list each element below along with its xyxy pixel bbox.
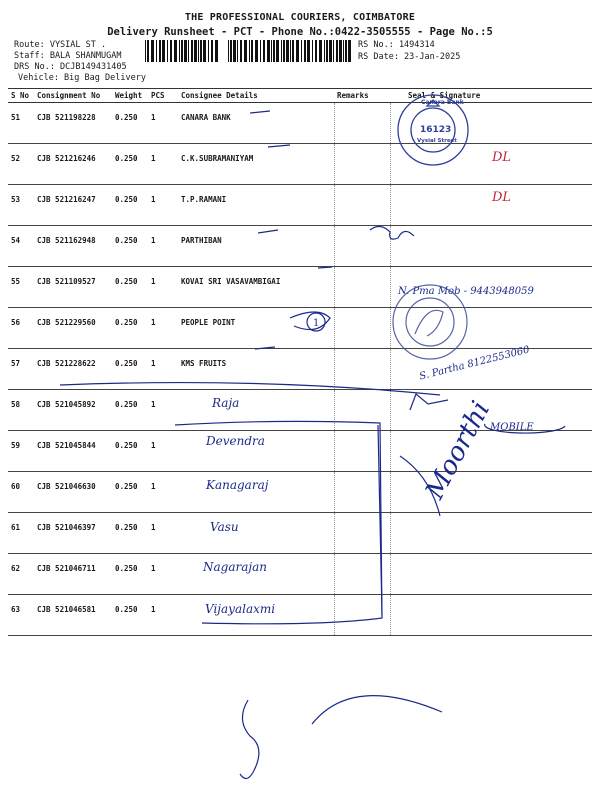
handwritten-name-63: Vijayalaxmi	[205, 602, 276, 616]
cell-weight: 0.250	[112, 472, 148, 513]
cell-weight: 0.250	[112, 595, 148, 636]
cell-consignee: KMS FRUITS	[178, 349, 334, 390]
cell-consignee: PARTHIBAN	[178, 226, 334, 267]
cell-consignment: CJB 521198228	[34, 103, 112, 144]
cell-sno: 53	[8, 185, 34, 226]
cell-pcs: 1	[148, 349, 178, 390]
cell-consignment: CJB 521045844	[34, 431, 112, 472]
delivered-mark-2: DL	[492, 190, 512, 205]
cell-consignee: CANARA BANK	[178, 103, 334, 144]
delivered-mark-1: DL	[492, 150, 512, 165]
col-seal-signature: Seal & Signature	[390, 89, 592, 103]
cell-weight: 0.250	[112, 513, 148, 554]
seal-top-text: Canara Bank	[421, 99, 464, 106]
cell-pcs: 1	[148, 144, 178, 185]
cell-weight: 0.250	[112, 185, 148, 226]
canara-bank-seal	[395, 92, 471, 168]
cell-consignment: CJB 521228622	[34, 349, 112, 390]
rs-date: RS Date: 23-Jan-2025	[358, 52, 461, 62]
cell-consignment: CJB 521109527	[34, 267, 112, 308]
cell-sno: 55	[8, 267, 34, 308]
cell-sno: 51	[8, 103, 34, 144]
handwritten-mobile: MOBILE	[490, 422, 534, 433]
cell-sno: 63	[8, 595, 34, 636]
cell-consignee: PEOPLE POINT	[178, 308, 334, 349]
cell-consignee: C.K.SUBRAMANIYAM	[178, 144, 334, 185]
handwritten-name-58: Raja	[212, 396, 240, 410]
cell-weight: 0.250	[112, 431, 148, 472]
col-remarks: Remarks	[334, 89, 390, 103]
cell-pcs: 1	[148, 308, 178, 349]
circled-number: 1	[313, 318, 320, 329]
cell-weight: 0.250	[112, 267, 148, 308]
cell-sno: 60	[8, 472, 34, 513]
cell-pcs: 1	[148, 267, 178, 308]
cell-consignee: T.P.RAMANI	[178, 185, 334, 226]
cell-pcs: 1	[148, 390, 178, 431]
cell-sno: 57	[8, 349, 34, 390]
route-label: Route: VYSIAL ST .	[14, 40, 107, 50]
rs-number: RS No.: 1494314	[358, 40, 435, 50]
col-consignment: Consignment No	[34, 89, 112, 103]
cell-weight: 0.250	[112, 144, 148, 185]
cell-pcs: 1	[148, 513, 178, 554]
vehicle-label: Vehicle: Big Bag Delivery	[18, 73, 146, 83]
cell-pcs: 1	[148, 226, 178, 267]
cell-sno: 62	[8, 554, 34, 595]
staff-label: Staff: BALA SHANMUGAM	[14, 51, 122, 61]
cell-pcs: 1	[148, 554, 178, 595]
col-sno: S No	[8, 89, 34, 103]
cell-consignment: CJB 521046581	[34, 595, 112, 636]
cell-pcs: 1	[148, 431, 178, 472]
cell-consignment: CJB 521045892	[34, 390, 112, 431]
cell-sno: 61	[8, 513, 34, 554]
cell-weight: 0.250	[112, 103, 148, 144]
cell-sno: 58	[8, 390, 34, 431]
cell-weight: 0.250	[112, 390, 148, 431]
handwritten-phone-1: N. Pma Mob - 9443948059	[398, 286, 534, 297]
handwritten-name-60: Kanagaraj	[206, 478, 269, 492]
handwritten-name-59: Devendra	[206, 434, 265, 448]
cell-weight: 0.250	[112, 226, 148, 267]
cell-consignment: CJB 521229560	[34, 308, 112, 349]
shop-seal	[390, 282, 470, 362]
handwritten-phone-2: S. Partha 8122553060	[418, 344, 531, 383]
handwritten-name-61: Vasu	[210, 520, 239, 534]
cell-consignee: KOVAI SRI VASAVAMBIGAI	[178, 267, 334, 308]
cell-pcs: 1	[148, 472, 178, 513]
cell-consignment: CJB 521046630	[34, 472, 112, 513]
cell-consignment: CJB 521216246	[34, 144, 112, 185]
seal-code: 16123	[420, 125, 452, 135]
seal-branch: Vysial Street	[417, 138, 457, 144]
drs-number: DRS No.: DCJB149431405	[14, 62, 127, 72]
cell-pcs: 1	[148, 185, 178, 226]
cell-sno: 59	[8, 431, 34, 472]
cell-sno: 52	[8, 144, 34, 185]
cell-consignment: CJB 521046711	[34, 554, 112, 595]
col-pcs: PCS	[148, 89, 178, 103]
cell-consignment: CJB 521216247	[34, 185, 112, 226]
cell-weight: 0.250	[112, 554, 148, 595]
handwritten-name-62: Nagarajan	[203, 560, 267, 574]
cell-weight: 0.250	[112, 308, 148, 349]
cell-sno: 54	[8, 226, 34, 267]
cell-pcs: 1	[148, 103, 178, 144]
company-title: THE PROFESSIONAL COURIERS, COIMBATORE	[184, 12, 416, 23]
cell-consignment: CJB 521046397	[34, 513, 112, 554]
cell-weight: 0.250	[112, 349, 148, 390]
cell-sno: 56	[8, 308, 34, 349]
large-signature: Moorthi	[420, 396, 497, 505]
col-consignee: Consignee Details	[178, 89, 334, 103]
runsheet-title: Delivery Runsheet - PCT - Phone No.:0422-3505555 - Page No.:5	[107, 26, 493, 38]
col-weight: Weight	[112, 89, 148, 103]
cell-pcs: 1	[148, 595, 178, 636]
cell-consignment: CJB 521162948	[34, 226, 112, 267]
